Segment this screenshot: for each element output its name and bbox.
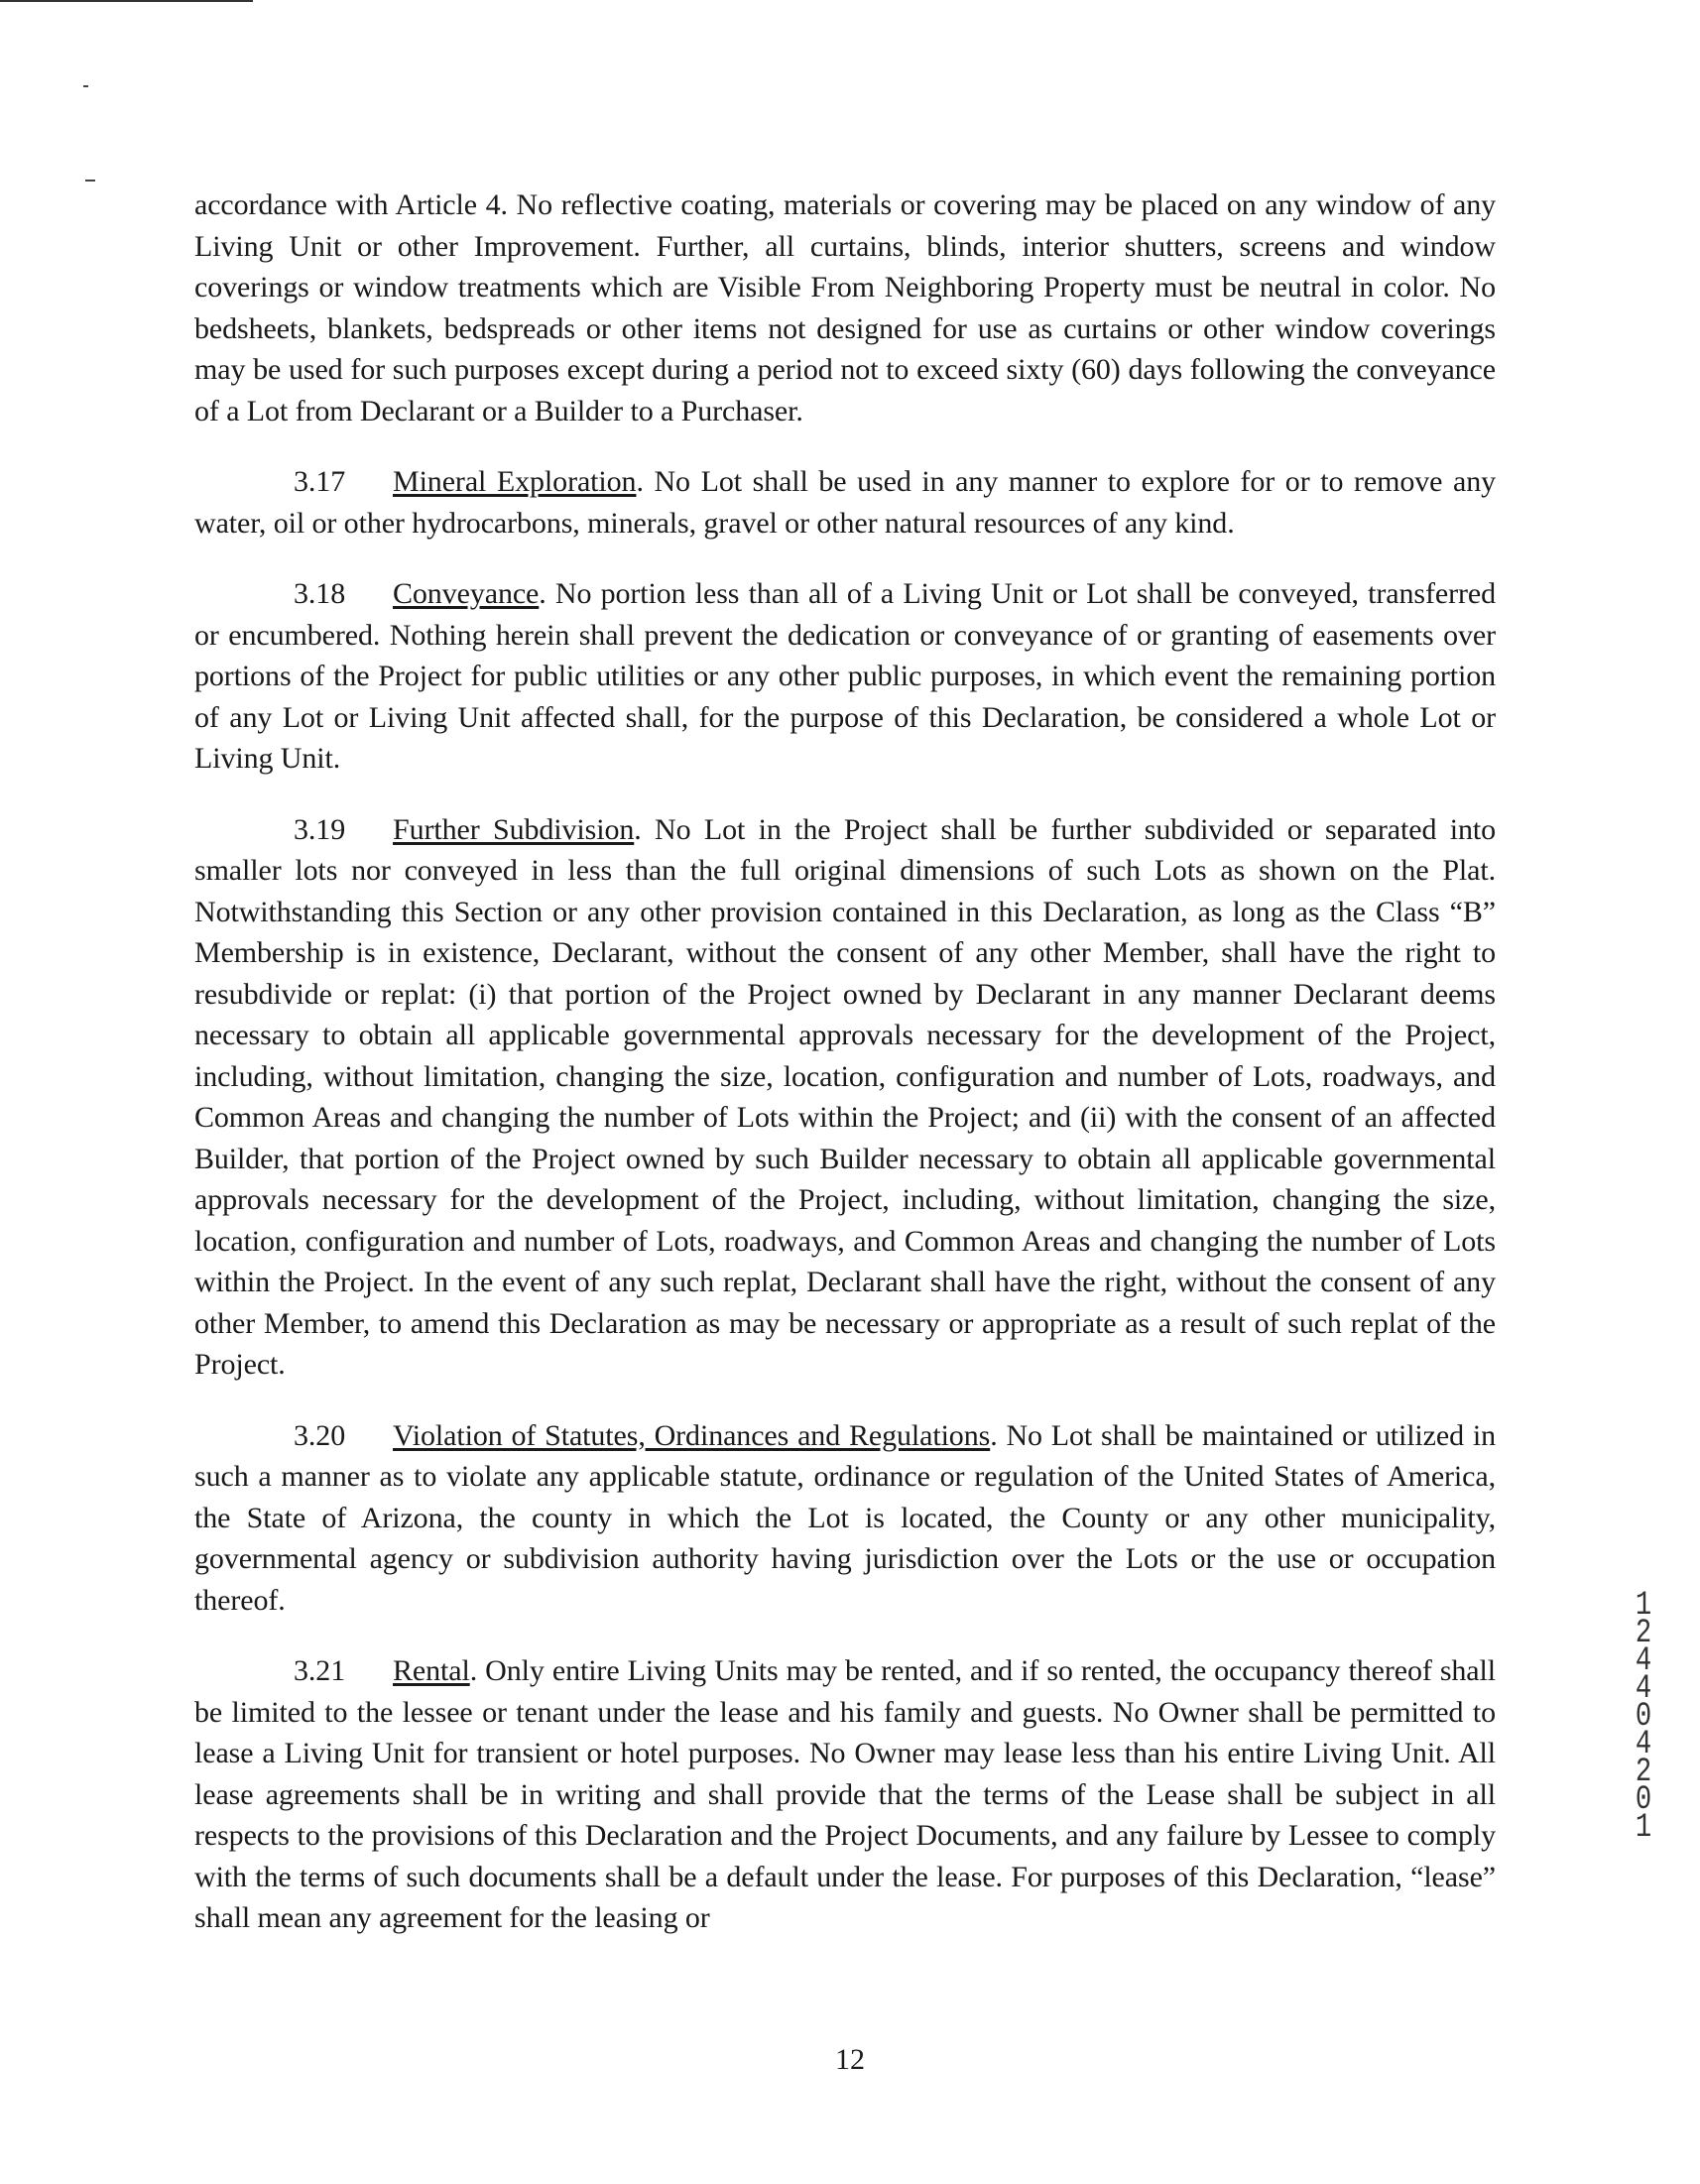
section-text: . No Lot in the Project shall be further subdivided or separated into smaller lots nor conveyed in less than the full original dimensions of such Lots as shown on the Plat. Notwithstanding this Section or any other provision contained in this Declaration, as long as the Class “B” Membership is in existence, Declarant, without the consent of any other Member, shall have the right to resubdivide or replat: (i) that portion of the Project owned by Declarant in any manner Declarant deems necessary to obtain all applicable governmental approvals necessary for the development of the Project, including, without limitation, changing the size, location, configuration and number of Lots, roadways, and Common Areas and changing the number of Lots within the Project; and (ii) with the consent of an affected Builder, that portion of the Project owned by such Builder necessary to obtain all applicable governmental approvals necessary for the development of the Project, including, without limitation, changing the size, location, configuration and number of Lots, roadways, and Common Areas and changing the number of Lots within the Project. In the event of any such replat, Declarant shall have the right, without the consent of any other Member, to amend this Declaration as may be necessary or appropriate as a result of such replat of the Project. [194,812,1496,1381]
section-3-18 [194,573,1496,780]
section-number: 3.18 [294,577,346,610]
margin-mark [85,180,95,182]
section-heading: Rental [393,1654,470,1687]
section-heading: Conveyance [393,577,540,610]
paragraph-continuation [194,184,1496,431]
document-body [194,184,1496,1969]
section-3-20 [194,1415,1496,1622]
section-text: . No portion less than all of a Living Unit or Lot shall be conveyed, transferred or encumbered. Nothing herein shall prevent the dedication or conveyance of or granting of easements over portions of the Project for public utilities or any other public purposes, in which event the remaining portion of any Lot or Living Unit affected shall, for the purpose of this Declaration, be considered a whole Lot or Living Unit. [194,577,1496,775]
section-heading: Violation of Statutes, Ordinances and Regulations [393,1418,991,1452]
section-heading: Further Subdivision [393,812,635,846]
paragraph-text: accordance with Article 4. No reflective coating, materials or covering may be placed on any window of any Living Unit or other Improvement. Further, all curtains, blinds, interior shutters, screens and window coverings or window treatments which are Visible From Neighboring Property must be neutral in color. No bedsheets, blankets, bedspreads or other items not designed for use as curtains or other window coverings may be used for such purposes except during a period not to exceed sixty (60) days following the conveyance of a Lot from Declarant or a Builder to a Purchaser. [194,188,1496,427]
section-number: 3.19 [294,812,346,846]
section-number: 3.17 [294,465,346,498]
page-number: 12 [835,2043,865,2076]
section-3-19 [194,809,1496,1386]
section-text: . Only entire Living Units may be rented, and if so rented, the occupancy thereof shall be limited to the lessee or tenant under the lease and his family and guests. No Owner shall be permitted to lease a Living Unit for transient or hotel purposes. No Owner may lease less than his entire Living Unit. All lease agreements shall be in writing and shall provide that the terms of the Lease shall be subject in all respects to the provisions of this Declaration and the Project Documents, and any failure by Lessee to comply with the terms of such documents shall be a default under the lease. For purposes of this Declaration, “lease” shall mean any agreement for the leasing or [194,1654,1496,1934]
section-number: 3.21 [294,1654,346,1687]
section-3-17 [194,461,1496,544]
section-number: 3.20 [294,1418,346,1452]
top-edge-rule [0,0,253,2]
document-id-stamp: 1244 04201 [1635,1587,1652,1847]
section-text: . No Lot shall be used in any manner to explore for or to remove any water, oil or other hydrocarbons, minerals, gravel or other natural resources of any kind. [194,465,1497,540]
section-text: . No Lot shall be maintained or utilized in such a manner as to violate any applicable statute, ordinance or regulation of the United States of America, the State of Arizona, the county in which the Lot is located, the County or any other municipality, governmental agency or subdivision authority having jurisdiction over the Lots or the use or occupation thereof. [194,1418,1496,1617]
margin-mark [83,85,88,87]
section-3-21 [194,1650,1496,1939]
section-heading: Mineral Exploration [393,465,637,498]
